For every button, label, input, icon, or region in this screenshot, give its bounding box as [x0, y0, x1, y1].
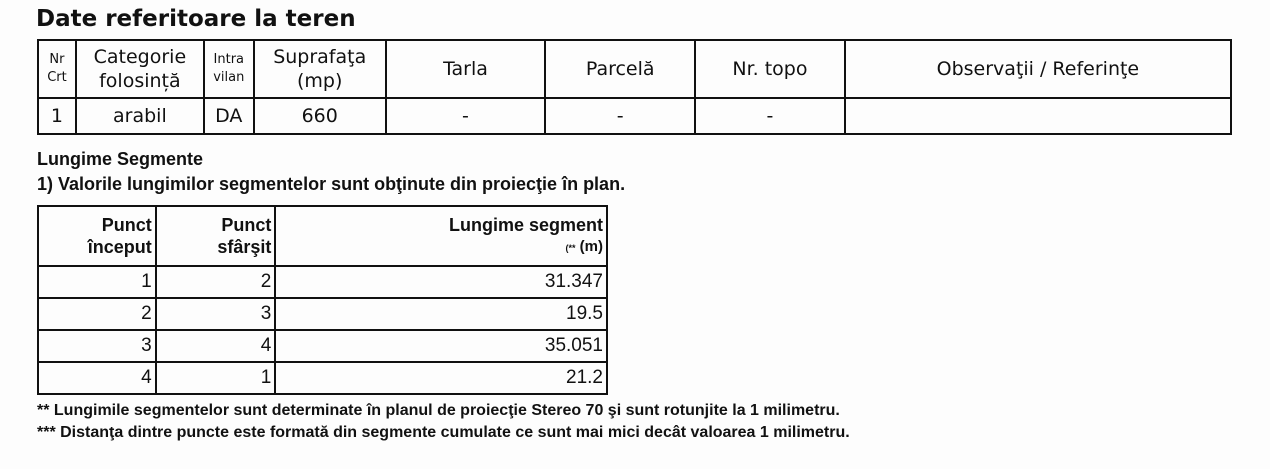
cell-start: 3	[38, 330, 156, 362]
footnote-distance: *** Distanţa dintre puncte este formată din segmente cumulate ce sunt mai mici decât valoarea 1 milimetru.	[37, 424, 850, 441]
cell-intravilan: DA	[204, 98, 254, 134]
cell-observatii	[845, 98, 1231, 134]
length-unit: (** (m)	[565, 237, 603, 255]
header-nr-crt: Nr Crt	[38, 40, 76, 98]
land-table	[37, 39, 1232, 135]
cell-suprafata: 660	[254, 98, 386, 134]
header-punct-sfarsit: Punct sfârşit	[156, 206, 276, 266]
cell-length: 35.051	[275, 330, 607, 362]
header-parcela: Parcelă	[545, 40, 695, 98]
header-tarla: Tarla	[386, 40, 546, 98]
segments-header-row	[38, 206, 607, 266]
header-lungime-segment: Lungime segment (** (m)	[275, 206, 607, 266]
cell-end: 4	[156, 330, 276, 362]
table-row	[38, 266, 607, 298]
cell-start: 2	[38, 298, 156, 330]
cell-end: 2	[156, 266, 276, 298]
cell-nr-topo: -	[695, 98, 845, 134]
table-row	[38, 298, 607, 330]
table-row	[38, 362, 607, 394]
cell-parcela: -	[545, 98, 695, 134]
header-observatii: Observaţii / Referinţe	[845, 40, 1231, 98]
footnote-rounding: ** Lungimile segmentelor sunt determinate în planul de proiecţie Stereo 70 şi sunt rotunjite la 1 milimetru.	[37, 402, 840, 419]
segments-section-title: Lungime Segmente	[37, 149, 204, 169]
segments-note: 1) Valorile lungimilor segmentelor sunt obţinute din proiecţie în plan.	[37, 174, 626, 194]
cell-length: 31.347	[275, 266, 607, 298]
cell-start: 4	[38, 362, 156, 394]
header-suprafata: Suprafaţa (mp)	[254, 40, 386, 98]
header-categorie: Categorie folosință	[76, 40, 204, 98]
cell-categorie: arabil	[76, 98, 204, 134]
cell-end: 3	[156, 298, 276, 330]
header-punct-inceput: Punct început	[38, 206, 156, 266]
segments-table	[37, 205, 608, 395]
cell-end: 1	[156, 362, 276, 394]
cell-length: 21.2	[275, 362, 607, 394]
cell-nr: 1	[38, 98, 76, 134]
cell-start: 1	[38, 266, 156, 298]
land-header-row	[38, 40, 1231, 98]
table-row	[38, 330, 607, 362]
table-row	[38, 98, 1231, 134]
header-intravilan: Intra vilan	[204, 40, 254, 98]
land-section-title: Date referitoare la teren	[36, 6, 356, 32]
header-nr-topo: Nr. topo	[695, 40, 845, 98]
cell-tarla: -	[386, 98, 546, 134]
cell-length: 19.5	[275, 298, 607, 330]
